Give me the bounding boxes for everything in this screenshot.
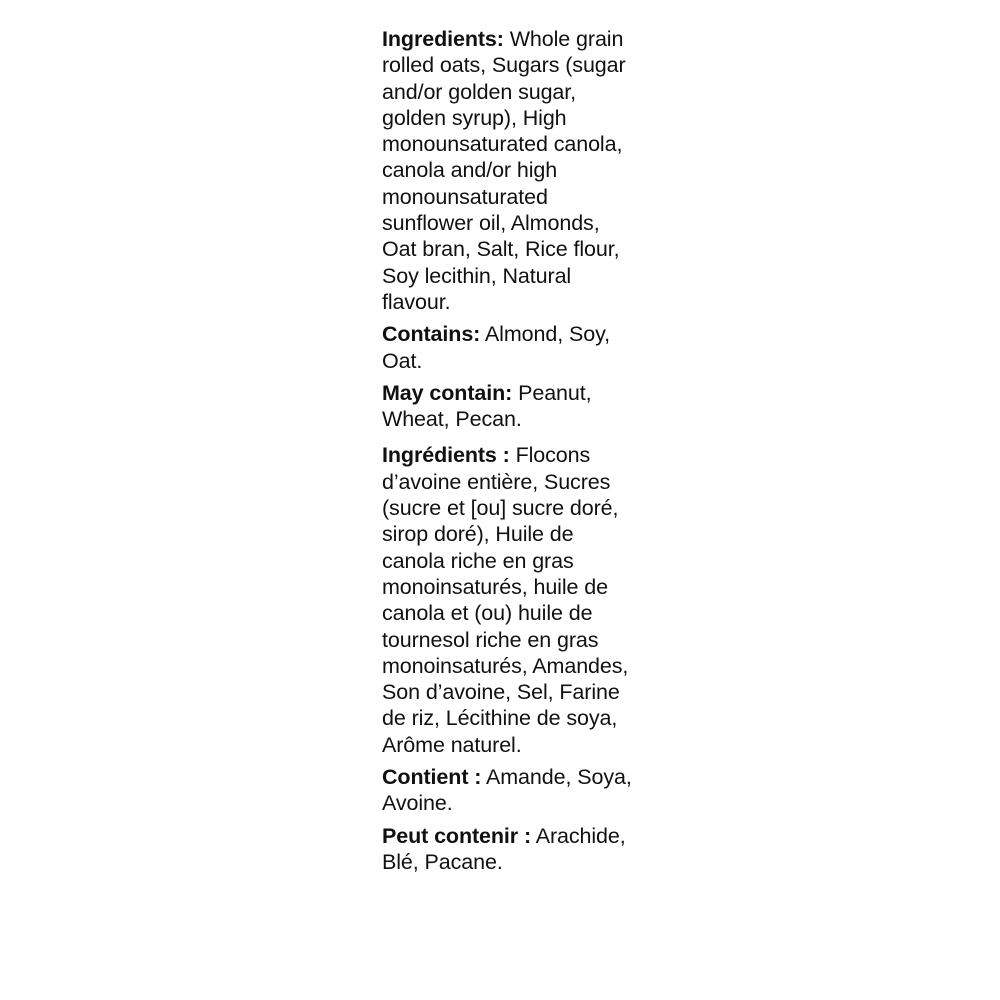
english-ingredients-text: Whole grain rolled oats, Sugars (sugar and/or golden sugar, golden syrup), High monounsaturated canola, canola and/or high monounsaturated sunflower oil, Almonds, Oat bran, Salt, Rice flour, Soy lecithin, Natural flavour. bbox=[382, 27, 626, 314]
ingredient-label-panel bbox=[382, 26, 632, 875]
french-may-contain-heading: Peut contenir : bbox=[382, 823, 532, 848]
french-may-contain-paragraph bbox=[382, 823, 632, 876]
french-ingredients-heading: Ingrédients : bbox=[382, 443, 510, 468]
french-may-contain-text: Arachide, Blé, Pacane. bbox=[382, 823, 626, 874]
french-contains-text: Amande, Soya, Avoine. bbox=[382, 765, 632, 816]
english-may-contain-heading: May contain: bbox=[382, 380, 513, 405]
french-contains-paragraph bbox=[382, 764, 632, 817]
french-ingredients-text: Flocons d’avoine entière, Sucres (sucre et [ou] sucre doré, sirop doré), Huile de canola riche en gras monoinsaturés, huile de canola et (ou) huile de tournesol riche en gras monoinsaturés, Amandes, Son d’avoine, Sel, Farine de riz, Lécithine de soya, Arôme naturel. bbox=[382, 443, 629, 757]
english-may-contain-text: Peanut, Wheat, Pecan. bbox=[382, 380, 592, 432]
english-contains-text: Almond, Soy, Oat. bbox=[382, 322, 610, 373]
english-may-contain-paragraph bbox=[382, 380, 632, 433]
english-ingredients-paragraph bbox=[382, 26, 632, 315]
french-ingredients-paragraph bbox=[382, 442, 632, 758]
english-contains-paragraph bbox=[382, 321, 632, 374]
english-contains-heading: Contains: bbox=[382, 322, 481, 347]
french-contains-heading: Contient : bbox=[382, 765, 482, 790]
english-ingredients-heading: Ingredients: bbox=[382, 27, 504, 51]
